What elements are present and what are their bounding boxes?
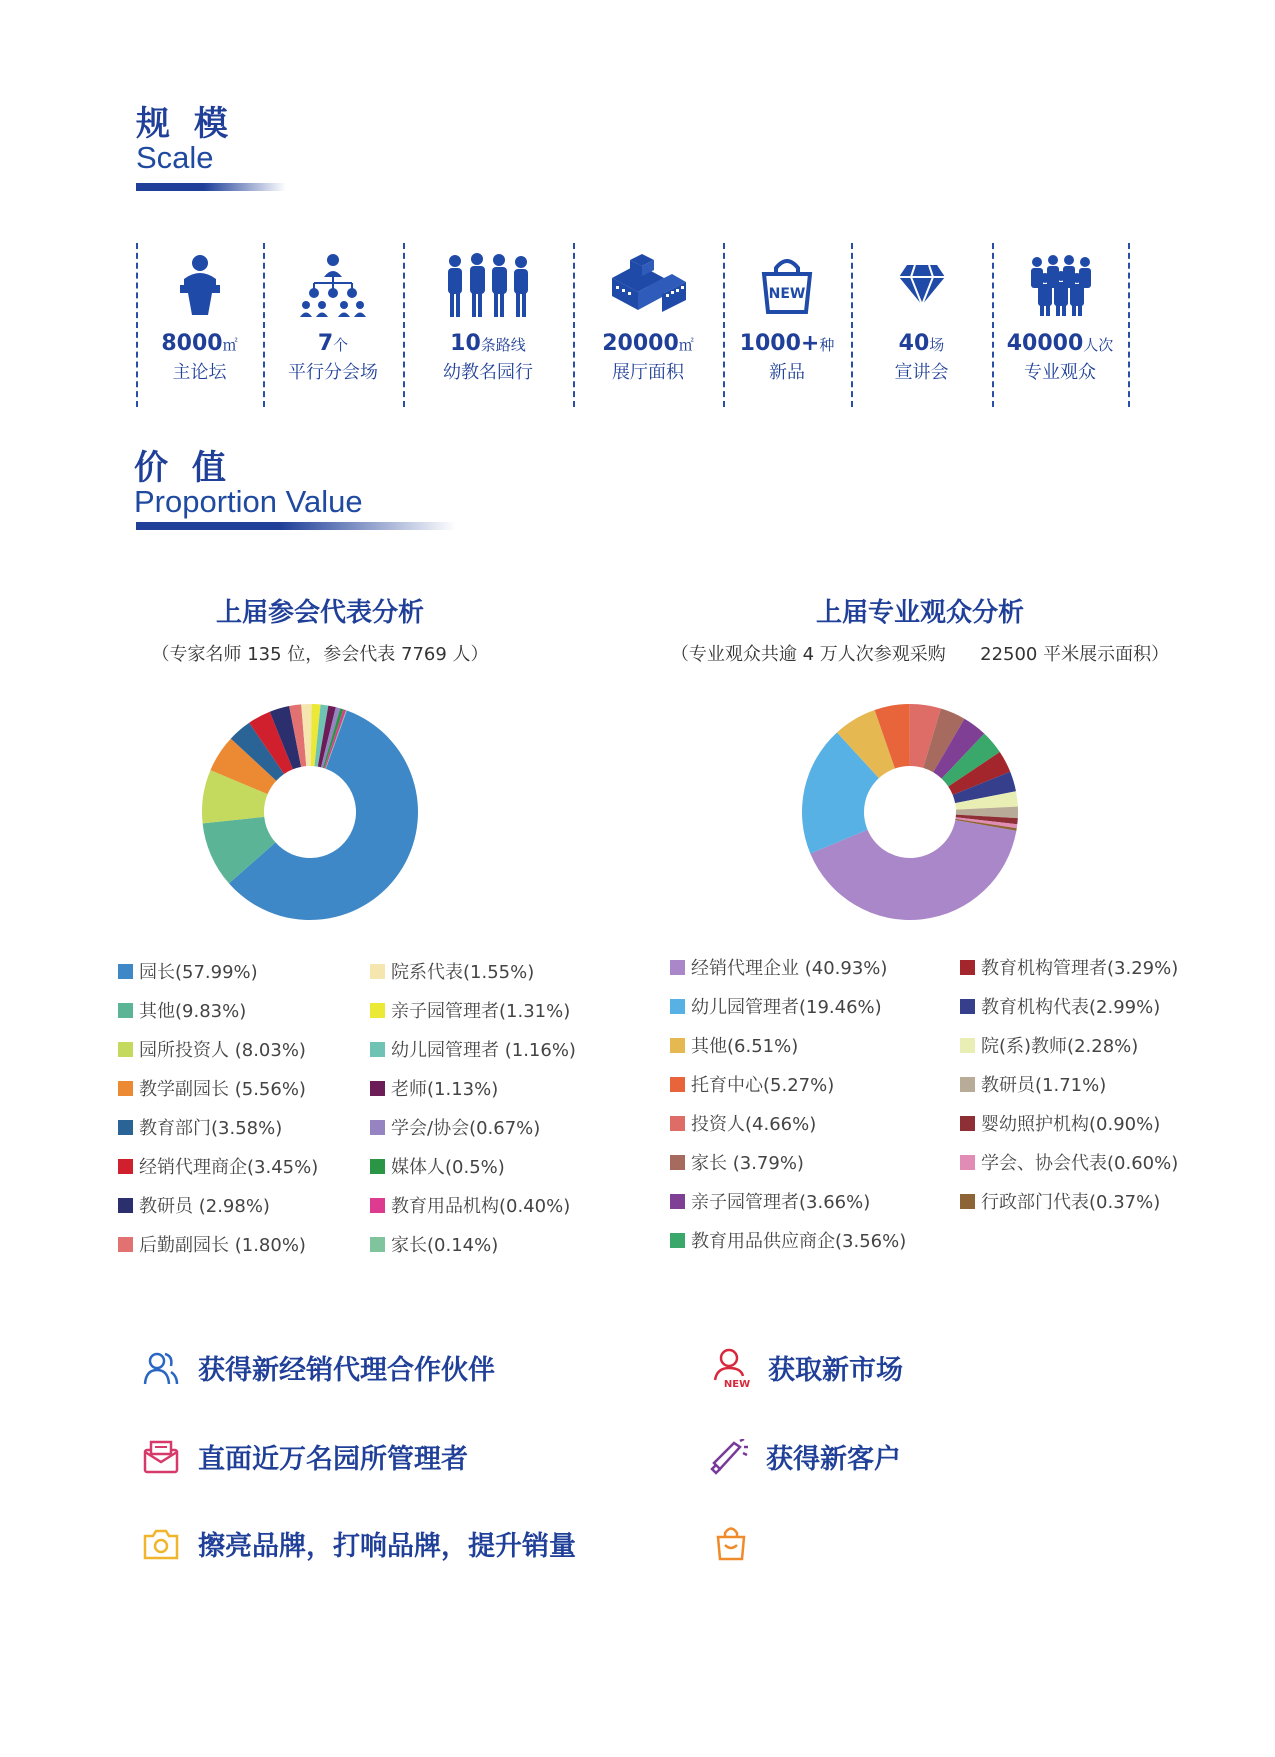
chart1-legend-item xyxy=(370,1153,505,1179)
stat-routes xyxy=(403,243,573,407)
chart2-legend-item xyxy=(960,954,1178,980)
stat-label: 主论坛 xyxy=(172,362,227,383)
legend-swatch xyxy=(670,1077,685,1092)
people-group-icon xyxy=(403,243,573,327)
legend-label: 托育中心(5.27%) xyxy=(691,1075,835,1096)
legend-label: 亲子园管理者(1.31%) xyxy=(391,1001,571,1022)
legend-swatch xyxy=(370,1198,385,1213)
legend-label: 教育用品供应商企(3.56%) xyxy=(691,1231,907,1252)
chart1-legend-item xyxy=(370,1114,540,1140)
legend-swatch xyxy=(370,1159,385,1174)
legend-label: 投资人(4.66%) xyxy=(691,1114,817,1135)
legend-label: 媒体人(0.5%) xyxy=(391,1157,505,1178)
legend-label: 其他(6.51%) xyxy=(691,1036,799,1057)
chart1-legend-item xyxy=(118,1075,306,1101)
stat-label: 平行分会场 xyxy=(288,362,378,383)
legend-label: 教学副园长 (5.56%) xyxy=(139,1079,306,1100)
benefit-brand xyxy=(142,1524,576,1563)
chart2-legend-item xyxy=(670,1227,906,1253)
benefit-text: 获得新客户 xyxy=(766,1444,901,1475)
legend-label: 学会、协会代表(0.60%) xyxy=(981,1153,1179,1174)
stat-number: 8000 xyxy=(161,331,223,356)
legend-swatch xyxy=(370,1042,385,1057)
benefit-text: 获取新市场 xyxy=(768,1355,903,1386)
chart1-legend-item xyxy=(118,958,258,984)
legend-label: 婴幼照护机构(0.90%) xyxy=(981,1114,1161,1135)
chart1-title: 上届参会代表分析 xyxy=(215,598,424,628)
new-user-icon xyxy=(712,1349,750,1387)
stat-label: 幼教名园行 xyxy=(443,362,533,383)
mail-icon xyxy=(142,1438,180,1476)
legend-label: 老师(1.13%) xyxy=(391,1079,499,1100)
legend-label: 教研员(1.71%) xyxy=(981,1075,1107,1096)
buildings-icon xyxy=(573,243,723,327)
benefit-new-market xyxy=(712,1348,903,1387)
legend-label: 经销代理企业 (40.93%) xyxy=(691,958,888,979)
chart2-subtitle: （专业观众共逾 4 万人次参观采购 22500 平米展示面积） xyxy=(670,644,1170,665)
stat-unit: 人次 xyxy=(1083,336,1114,354)
chart1-legend-item xyxy=(370,1192,570,1218)
legend-label: 教育用品机构(0.40%) xyxy=(391,1196,571,1217)
legend-swatch xyxy=(370,1120,385,1135)
value-title-en: Proportion Value xyxy=(134,484,363,519)
legend-swatch xyxy=(670,960,685,975)
legend-label: 教育机构管理者(3.29%) xyxy=(981,958,1179,979)
benefit-managers xyxy=(142,1437,468,1476)
legend-swatch xyxy=(118,1198,133,1213)
legend-swatch xyxy=(370,1237,385,1252)
stat-number: 1000+ xyxy=(739,331,820,356)
legend-swatch xyxy=(670,1233,685,1248)
benefit-text: 直面近万名园所管理者 xyxy=(198,1444,468,1475)
stat-hall-area xyxy=(573,243,723,407)
legend-swatch xyxy=(118,1159,133,1174)
legend-label: 园所投资人 (8.03%) xyxy=(139,1040,306,1061)
stats-row xyxy=(136,243,1136,407)
new-bag-icon xyxy=(723,243,851,327)
stat-unit: 个 xyxy=(333,336,349,354)
legend-swatch xyxy=(670,1038,685,1053)
chart1-legend-item xyxy=(118,997,246,1023)
podium-speaker-icon xyxy=(136,243,263,327)
legend-swatch xyxy=(960,1038,975,1053)
legend-swatch xyxy=(670,999,685,1014)
chart2-legend-item xyxy=(960,993,1160,1019)
legend-label: 学会/协会(0.67%) xyxy=(391,1118,541,1139)
legend-swatch xyxy=(118,1081,133,1096)
chart2-legend-item xyxy=(670,1032,798,1058)
scale-title-cn: 规 模 xyxy=(136,104,234,144)
benefit-text: 获得新经销代理合作伙伴 xyxy=(198,1355,495,1386)
legend-label: 行政部门代表(0.37%) xyxy=(981,1192,1161,1213)
chart1-legend-item xyxy=(118,1153,318,1179)
scale-underline xyxy=(136,183,286,191)
legend-swatch xyxy=(960,960,975,975)
chart2-legend-item xyxy=(670,1110,816,1136)
legend-label: 院系代表(1.55%) xyxy=(391,962,535,983)
diamond-icon xyxy=(851,243,992,327)
chart2-legend-item xyxy=(670,1071,834,1097)
megaphone-icon xyxy=(710,1438,748,1476)
stat-label: 宣讲会 xyxy=(894,362,949,383)
chart1-donut xyxy=(190,692,430,932)
stat-number: 20000 xyxy=(602,331,679,356)
chart2-legend-item xyxy=(670,993,882,1019)
partners-icon xyxy=(142,1349,180,1387)
divider xyxy=(1128,243,1130,407)
chart1-legend-item xyxy=(370,1231,498,1257)
legend-swatch xyxy=(370,964,385,979)
stat-unit: ㎡ xyxy=(678,336,694,354)
legend-label: 教育部门(3.58%) xyxy=(139,1118,283,1139)
stat-briefings xyxy=(851,243,992,407)
stat-sub-venues xyxy=(263,243,403,407)
legend-swatch xyxy=(118,964,133,979)
svg-text:NEW: NEW xyxy=(723,1378,750,1388)
crowd-icon xyxy=(992,243,1128,327)
stat-number: 10 xyxy=(450,331,481,356)
chart1-legend-item xyxy=(118,1231,306,1257)
stat-main-forum xyxy=(136,243,263,407)
legend-label: 其他(9.83%) xyxy=(139,1001,247,1022)
legend-label: 家长 (3.79%) xyxy=(691,1153,804,1174)
legend-swatch xyxy=(960,1077,975,1092)
chart1-legend-item xyxy=(118,1036,306,1062)
chart2-legend-item xyxy=(960,1032,1138,1058)
chart1-legend-item xyxy=(370,1075,498,1101)
legend-swatch xyxy=(118,1003,133,1018)
stat-number: 7 xyxy=(317,331,334,356)
legend-label: 幼儿园管理者 (1.16%) xyxy=(391,1040,576,1061)
stat-unit: ㎡ xyxy=(222,336,238,354)
stat-new-products xyxy=(723,243,851,407)
legend-swatch xyxy=(118,1120,133,1135)
scale-title-en: Scale xyxy=(136,140,214,175)
stat-unit: 场 xyxy=(929,336,945,354)
legend-swatch xyxy=(670,1194,685,1209)
chart1-legend-item xyxy=(370,997,570,1023)
legend-label: 亲子园管理者(3.66%) xyxy=(691,1192,871,1213)
value-title-cn: 价 值 xyxy=(134,448,232,488)
legend-swatch xyxy=(118,1237,133,1252)
legend-label: 后勤副园长 (1.80%) xyxy=(139,1235,306,1256)
legend-label: 幼儿园管理者(19.46%) xyxy=(691,997,882,1018)
legend-swatch xyxy=(670,1116,685,1131)
chart1-legend-item xyxy=(118,1114,282,1140)
stat-label: 专业观众 xyxy=(1024,362,1096,383)
org-chart-people-icon xyxy=(263,243,403,327)
value-underline xyxy=(136,522,456,530)
benefit-customers xyxy=(710,1437,901,1476)
legend-swatch xyxy=(960,999,975,1014)
chart1-legend-item xyxy=(370,958,534,984)
legend-label: 院(系)教师(2.28%) xyxy=(981,1036,1139,1057)
stat-unit: 条路线 xyxy=(480,336,526,354)
benefit-partners xyxy=(142,1348,495,1387)
legend-label: 教育机构代表(2.99%) xyxy=(981,997,1161,1018)
stat-label: 展厅面积 xyxy=(612,362,684,383)
stat-visitors xyxy=(992,243,1128,407)
chart1-subtitle: （专家名师 135 位，参会代表 7769 人） xyxy=(151,644,489,665)
legend-swatch xyxy=(670,1155,685,1170)
chart1-legend-item xyxy=(118,1192,270,1218)
chart2-donut xyxy=(790,692,1030,932)
chart2-legend-item xyxy=(960,1188,1160,1214)
legend-swatch xyxy=(370,1081,385,1096)
legend-label: 经销代理商企(3.45%) xyxy=(139,1157,319,1178)
benefit-shopping xyxy=(712,1524,768,1562)
camera-icon xyxy=(142,1525,180,1563)
legend-swatch xyxy=(960,1116,975,1131)
legend-label: 教研员 (2.98%) xyxy=(139,1196,270,1217)
legend-swatch xyxy=(118,1042,133,1057)
legend-swatch xyxy=(960,1194,975,1209)
svg-text:NEW: NEW xyxy=(768,286,806,302)
stat-number: 40000 xyxy=(1006,331,1084,356)
chart2-legend-item xyxy=(670,1188,870,1214)
chart2-legend-item xyxy=(960,1071,1106,1097)
chart2-legend-item xyxy=(960,1149,1178,1175)
stat-number: 40 xyxy=(898,331,930,356)
chart2-legend-item xyxy=(670,954,887,980)
legend-label: 家长(0.14%) xyxy=(391,1235,499,1256)
legend-label: 园长(57.99%) xyxy=(139,962,258,983)
legend-swatch xyxy=(960,1155,975,1170)
chart2-legend-item xyxy=(960,1110,1160,1136)
chart2-title: 上届专业观众分析 xyxy=(815,598,1024,628)
stat-label: 新品 xyxy=(769,362,805,383)
chart1-legend-item xyxy=(370,1036,576,1062)
stat-unit: 种 xyxy=(819,336,835,354)
legend-swatch xyxy=(370,1003,385,1018)
chart2-legend-item xyxy=(670,1149,804,1175)
shopping-bag-icon xyxy=(712,1524,750,1562)
benefit-text: 擦亮品牌，打响品牌，提升销量 xyxy=(198,1531,576,1562)
